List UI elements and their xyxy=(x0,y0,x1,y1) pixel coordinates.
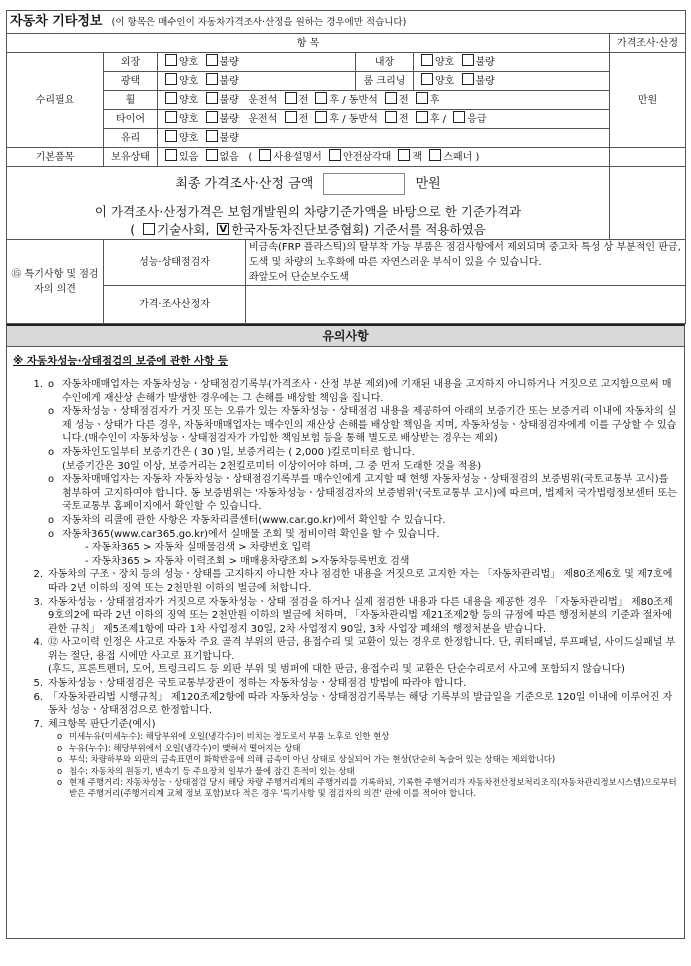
inspector-opinion: 비금속(FRP 플라스틱)의 탈부착 가능 부품은 점검사항에서 제외되며 중고차 특성 상 부분적인 판금,도색 및 차량의 노후화에 따른 자연스러운 부식이 있을 수 있습니다. 좌앞도어 단순보수도색 xyxy=(246,240,686,286)
tire-options: 양호 불량 운전석 전 후 / 동반석 전 후 / 응급 xyxy=(158,110,610,129)
criteria-item: o 부식: 차량하부와 외판의 금속표면이 화학반응에 의해 금속이 아닌 상태로 상실되어 가는 현상(단순히 녹슬어 있는 상태는 제외합니다) xyxy=(57,754,556,765)
triangle-checkbox[interactable] xyxy=(329,149,341,161)
exterior-bad-checkbox[interactable] xyxy=(206,54,218,66)
tire-passenger-front-checkbox[interactable] xyxy=(385,111,397,123)
price-summary: 최종 가격조사·산정 금액 만원 이 가격조사·산정가격은 보험개발원의 차량기준가액을 바탕으로 한 기준가격과 ( 기술사회, V 한국자동차진단보증협회) 기준서를 적용하였음 xyxy=(7,167,610,240)
possession-label: 보유상태 xyxy=(104,148,158,167)
room-cleaning-options: 양호 불량 xyxy=(414,72,610,91)
items-header: 항 목 xyxy=(7,34,610,53)
notice-item-6: 6. 「자동차관리법 시행규칙」 제120조제2항에 따라 자동차성능ㆍ상태점검기록부는 해당 기록부의 발급일을 기준으로 120일 이내에 이루어진 자동차 성능ㆍ상태점검으로 한정합니다. xyxy=(33,691,673,717)
glass-label: 유리 xyxy=(104,129,158,148)
summary-price-cell xyxy=(610,167,686,240)
spanner-checkbox[interactable] xyxy=(429,149,441,161)
wheel-passenger-rear-checkbox[interactable] xyxy=(416,92,428,104)
interior-bad-checkbox[interactable] xyxy=(462,54,474,66)
section-title-bar xyxy=(7,11,686,34)
notice-title: 유의사항 xyxy=(6,324,685,347)
room-cleaning-good-checkbox[interactable] xyxy=(421,73,433,85)
car365-path-1: - 자동차365 > 자동차 실매물검색 > 차량번호 입력 xyxy=(85,542,311,554)
wheel-driver-rear-checkbox[interactable] xyxy=(315,92,327,104)
wheel-label: 휠 xyxy=(104,91,158,110)
interior-options: 양호 불량 xyxy=(414,53,610,72)
room-cleaning-bad-checkbox[interactable] xyxy=(462,73,474,85)
jack-checkbox[interactable] xyxy=(398,149,410,161)
room-cleaning-label: 룸 크리닝 xyxy=(356,72,414,91)
final-price-label: 최종 가격조사·산정 금액 xyxy=(175,176,314,192)
exterior-options: 양호 불량 xyxy=(158,53,356,72)
notice-item-1-2: o 자동차성능ㆍ상태점검자가 거짓 또는 오류가 있는 자동차성능ㆍ상태점검 내용을 제공하여 아래의 보증기간 또는 보증거리 이내에 자동차의 실제 성능ㆍ상태가 다른 경우, 자동차매매업자는 매수인의 재산상 손해를 배상할 책임을 지며, 자동차성능ㆍ상태점검자에게 이를 구상할 수 있습니다.(매수인이 자동차성능ㆍ상태점검자가 가입한 책임보험 등을 통해 별도로 배상받는 경우는 제외) xyxy=(48,406,677,445)
criteria-item: o 현재 주행거리: 자동차성능ㆍ상태점검 당시 해당 차량 주행거리계의 주행거리를 기록하되, 기록한 주행거리가 자동차전산정보처리조직(자동차관리정보시스템)으로부터 받은 주행거리(주행거리계 교체 정보 포함)보다 적은 경우 '특기사항 및 점검자의 의견' 란에 이를 적어야 합니다. xyxy=(57,777,677,799)
notice-item-4: 4. ⑫ 사고이력 인정은 사고로 자동차 주요 골격 부위의 판금, 용접수리 및 교환이 있는 경우로 한정합니다. 단, 쿼터패널, 루프패널, 사이드실패널 부위는 절단, 용접 시에만 사고로 표기합니다. xyxy=(33,637,676,662)
tire-driver-front-checkbox[interactable] xyxy=(285,111,297,123)
notice-item-1-6: o 자동차365(www.car365.go.kr)에서 실매물 조회 및 정비이력 확인을 할 수 있습니다. xyxy=(48,528,440,540)
notice-item-5: 5. 자동차성능ㆍ상태점검은 국토교통부장관이 정하는 자동차성능ㆍ상태점검 방법에 따라야 합니다. xyxy=(33,678,467,690)
notice-item-7: 7. 체크항목 판단기준(예시) xyxy=(33,718,156,730)
repair-price-unit: 만원 xyxy=(610,53,686,148)
final-price-unit: 만원 xyxy=(415,176,441,192)
tire-driver-rear-checkbox[interactable] xyxy=(315,111,327,123)
basis-line1: 이 가격조사·산정가격은 보험개발원의 차량기준가액을 바탕으로 한 기준가격과 xyxy=(94,204,522,219)
tire-emergency-checkbox[interactable] xyxy=(453,111,465,123)
manual-checkbox[interactable] xyxy=(259,149,271,161)
notice-item-1-5: o 자동차의 리콜에 관한 사항은 자동차리콜센터(www.car.go.kr)에서 확인할 수 있습니다. xyxy=(48,514,446,526)
repair-needed-label: 수리필요 xyxy=(7,53,104,148)
notice-item-4-sub: (후드, 프론트펜더, 도어, 트렁크리드 등 외판 부위 및 범퍼에 대한 판금, 용접수리 및 교환은 단순수리로서 사고에 포함되지 않습니다) xyxy=(48,664,625,676)
kat-checkbox[interactable] xyxy=(217,223,229,235)
gloss-bad-checkbox[interactable] xyxy=(206,73,218,85)
appraiser-opinion xyxy=(246,286,686,324)
appraiser-label: 가격·조사산정자 xyxy=(104,286,246,324)
interior-label: 내장 xyxy=(356,53,414,72)
notice-item-1-3: o 자동차인도일부터 보증기간은 ( 30 )일, 보증거리는 ( 2,000 )킬로미터로 합니다. xyxy=(48,446,415,458)
inspector-label: 성능·상태점검자 xyxy=(104,240,246,286)
notice-item-2: 2. 자동차의 구조ㆍ장치 등의 성능ㆍ상태를 고지하지 아니한 자나 점검한 내용을 거짓으로 고지한 자는 「자동차관리법」 제80조제6호 및 제7호에 따라 2년 이하의 징역 또는 2천만원 이하의 벌금에 처합니다. xyxy=(33,569,673,594)
tire-bad-checkbox[interactable] xyxy=(206,111,218,123)
gloss-good-checkbox[interactable] xyxy=(165,73,177,85)
gloss-options: 양호 불량 xyxy=(158,72,356,91)
section-title-note: (이 항목은 매수인이 자동차가격조사·산정을 원하는 경우에만 적습니다) xyxy=(111,17,407,28)
have-checkbox[interactable] xyxy=(165,149,177,161)
wheel-driver-front-checkbox[interactable] xyxy=(285,92,297,104)
wheel-bad-checkbox[interactable] xyxy=(206,92,218,104)
notice-item-1-4: o 자동차매매업자는 자동차 자동차성능ㆍ상태점검기록부를 매수인에게 고지할 때 현행 자동차성능ㆍ상태점검의 보증범위(국토교통부 고시)를 첨부하여 고지하여야 합니다. 동 보증범위는 '자동차성능ㆍ상태점검자의 보증범위'(국토교통부 고시)에 따르며, 법제처 국가법령정보센터 또는 국토교통부 홈페이지에서 확인할 수 있습니다. xyxy=(48,474,677,513)
special-notes-label: ⑮ 특기사항 및 점검자의 의견 xyxy=(7,240,104,324)
glass-bad-checkbox[interactable] xyxy=(206,130,218,142)
warranty-section-title: ※ 자동차성능·상태점검의 보증에 관한 사항 등 xyxy=(13,355,229,367)
basic-items-price-cell xyxy=(610,148,686,167)
notice-item-3: 3. 자동차성능ㆍ상태점검자가 거짓으로 자동차성능ㆍ상태 점검을 하거나 실제 점검한 내용과 다른 내용을 제공한 경우 「자동차관리법」 제80조제9호의2에 따라 2년 이하의 징역 또는 2천만원 이하의 벌금에 처하며, 「자동차관리법 제21조제2항 등의 규정에 따른 행정처분의 기준과 절차에 관한 규칙」 제5조제1항에 따라 1차 사업정지 30일, 2차 사업정지 90일, 3차 사업장 폐쇄의 행정처분을 받습니다. xyxy=(33,596,673,635)
other-info-table xyxy=(6,10,686,324)
final-price-input[interactable] xyxy=(323,173,405,195)
interior-good-checkbox[interactable] xyxy=(421,54,433,66)
wheel-good-checkbox[interactable] xyxy=(165,92,177,104)
basic-items-label: 기본품목 xyxy=(7,148,104,167)
tire-passenger-rear-checkbox[interactable] xyxy=(416,111,428,123)
gloss-label: 광택 xyxy=(104,72,158,91)
wheel-passenger-front-checkbox[interactable] xyxy=(385,92,397,104)
notice-item-1-3-sub: (보증기간은 30일 이상, 보증거리는 2천킬로미터 이상이어야 하며, 그 중 먼저 도래한 것을 적용) xyxy=(62,460,482,472)
glass-options: 양호 불량 xyxy=(158,129,610,148)
price-header: 가격조사·산정 xyxy=(610,34,686,53)
car365-path-2: - 자동차365 > 자동차 이력조회 > 매매용차량조회 >자동차등록번호 검색 xyxy=(85,555,410,567)
none-checkbox[interactable] xyxy=(206,149,218,161)
criteria-item: o 미세누유(미세누수): 해당부위에 오일(냉각수)이 비치는 정도로서 부품 노후로 인한 현상 xyxy=(57,731,390,742)
exterior-label: 외장 xyxy=(104,53,158,72)
wheel-options: 양호 불량 운전석 전 후 / 동반석 전 후 xyxy=(158,91,610,110)
notice-item-1: 1. o 자동차매매업자는 자동차성능ㆍ상태점검기록부(가격조사ㆍ산정 부분 제외)에 기재된 내용을 고지하지 아니하거나 거짓으로 고지함으로써 매수인에게 재산상 손해가 발생한 경우에는 그 손해를 배상할 책임을 집니다. xyxy=(33,379,672,404)
section-title: 자동차 기타정보 xyxy=(10,14,103,29)
glass-good-checkbox[interactable] xyxy=(165,130,177,142)
notice-body xyxy=(6,347,685,939)
exterior-good-checkbox[interactable] xyxy=(165,54,177,66)
inspection-record-page xyxy=(6,10,685,958)
basic-items-options: 있음 없음 ( 사용설명서 안전삼각대 잭 스패너 ) xyxy=(158,148,610,167)
criteria-item: o 침수: 자동차의 원동기, 변속기 등 주요장치 일부가 물에 잠긴 흔적이 있는 상태 xyxy=(57,765,355,776)
notice-items xyxy=(13,378,678,800)
criteria-item: o 누유(누수): 해당부위에서 오일(냉각수)이 맺혀서 떨어지는 상태 xyxy=(57,742,301,753)
tire-good-checkbox[interactable] xyxy=(165,111,177,123)
tech-society-checkbox[interactable] xyxy=(143,223,155,235)
tire-label: 타이어 xyxy=(104,110,158,129)
